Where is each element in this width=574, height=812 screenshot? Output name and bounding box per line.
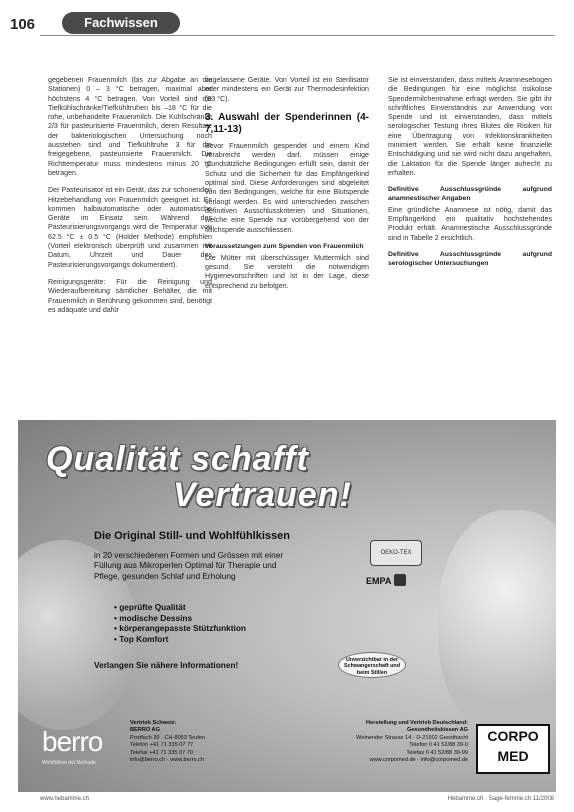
paragraph: Der Pasteurisator ist ein Gerät, das zur schonenden Hitzebehandlung von Frauenmilch geeignet ist. Es kommen halbautomatische oder automatische Geräte im Einsatz sein. Während des Pasteurisierungsvorgangs wird die Temperatur von 62.5 °C ± 0.5 °C (Holder Methode) empfohlen (Vorteil elektronisch überprüft und zusammen mit Datum, Uhrzeit und Dauer des Pasteurisierungsvorgangs dokumentiert). <box>48 186 212 269</box>
producer-fax: Telefax 0 41 52/88 39-99 <box>406 749 468 756</box>
ad-headline-2: Vertrauen! <box>173 476 352 514</box>
page-number: 106 <box>10 16 36 33</box>
corpomed-logo-line1: CORPO <box>487 728 539 744</box>
subheading: Definitive Ausschlussgründe aufgrund serologischer Untersuchungen <box>388 251 552 267</box>
producer-web: www.corpomed.de · info@corpomed.de <box>369 757 468 764</box>
ad-call-to-action: Verlangen Sie nähere Informationen! <box>94 660 239 670</box>
ad-headline-1: Qualität schafft <box>46 440 309 478</box>
subheading: Definitive Ausschlussgründe aufgrund anamnestischer Angaben <box>388 186 552 203</box>
text-column-2 <box>205 76 369 299</box>
producer-address: Weinender Strasse 14 · D-21502 Geesthacht <box>356 734 468 741</box>
distributor-fax: Telefax +41 71 335 07 70 <box>130 749 193 756</box>
producer-contact <box>268 720 468 764</box>
header-rule <box>40 35 555 36</box>
feature-item: • Top Komfort <box>114 634 246 645</box>
certification-logo: OEKO-TEX <box>370 540 422 566</box>
distributor-phone: Telefon +41 71 335 07 77 <box>130 742 194 749</box>
paragraph: gegebenen Frauenmilch (bis zur Abgabe an die Stationen) 0 – 3 °C betragen, maximal aber höchstens 4 °C betragen. Von Vorteil sind die Tiefkühlschränke/Tiefkühltruhen bis –18 °C für die rohe, unbehandelte Frauenmilch. Die Kühlschränke 2/3 für pasteurisierte Frauenmilch, deren Resultate der bakteriologischen Untersuchung noch ausstehen sind und Tiefkühltruhe 3 für die freigegebene, pasteurisierte Frauenmilch. Die Richttemperatur muss mindestens minus 20 °C betragen. <box>48 76 212 177</box>
baby-photo-right <box>438 510 556 740</box>
paragraph: Reinigungsgeräte: Für die Reinigung und Wiederaufbereitung sämtlicher Behälter, die mit Frauenmilch in Berührung gekommen sind, benötigt es adäquate und dafür <box>48 277 212 314</box>
distributor-contact <box>130 720 250 764</box>
empa-icon <box>394 574 406 586</box>
advertisement <box>18 420 556 792</box>
corpomed-logo <box>476 724 550 774</box>
text-column-3 <box>388 76 552 271</box>
feature-item: • körperangepasste Stützfunktion <box>114 623 246 634</box>
feature-item: • modische Dessins <box>114 613 246 624</box>
distributor-title: Vertrieb Schweiz: <box>130 720 177 726</box>
feature-item: • geprüfte Qualität <box>114 602 246 613</box>
producer-company: Gesundheitskissen AG <box>406 727 468 734</box>
paragraph: Bevor Frauenmilch gespendet und einem Kind verabreicht werden darf, müssen einige grundsätzliche Bedingungen erfüllt sein, damit der Schutz und die Sicherheit für das Empfängerkind optimal sind. Diese Anforderungen sind abgeleitet von den Bedingungen, welche für eine Blutspende verlangt werden. Es wird unterschieden zwischen definitiven Ausschlusskriterien und Situationen, welche eine Spende nur vorübergehend von der Milchspende ausschliessen. <box>205 141 369 234</box>
producer-title: Herstellung und Vertrieb Deutschland: <box>366 720 468 726</box>
producer-phone: Telefon 0 41 52/88 39-0 <box>409 742 468 749</box>
distributor-company: BERRO AG <box>130 727 160 734</box>
paragraph: Eine gründliche Anamnese ist nötig, damit das Empfängerkind ein qualitativ hochstehendes Produkt erhält. Anamnestische Ausschlussgründe sind in Tabelle 2 ersichtlich. <box>388 205 552 242</box>
footer-left: www.hebamme.ch <box>40 796 90 802</box>
paragraph: Die Mütter mit überschüssiger Muttermilch sind gesund. Sie versteht die notwendigen Hygienevorschriften und ist in der Lage, diese entsprechend zu befolgen. <box>205 253 369 290</box>
ad-subheadline: Die Original Still- und Wohlfühlkissen <box>94 530 290 542</box>
subheading: Voraussetzungen zum Spenden von Frauenmilch <box>205 242 364 250</box>
section-tab: Fachwissen <box>62 12 180 34</box>
paragraph: zugelassene Geräte. Von Vorteil ist ein Sterilisator oder mindestens ein Gerät zur Thermodesinfektion (93 °C). <box>205 76 369 103</box>
feature-list <box>114 602 246 644</box>
berro-logo: berro <box>42 726 103 757</box>
speech-bubble: Unverzichtbar in der Schwangerschaft und beim Stillen <box>338 652 406 678</box>
section-heading: 3. Auswahl der Spenderinnen (4-7,11-13) <box>205 111 369 135</box>
berro-tagline: Wohlfühlen mit Methode <box>42 760 96 766</box>
corpomed-logo-line2: MED <box>497 748 529 764</box>
ad-description: in 20 verschiedenen Formen und Grössen mit einer Füllung aus Mikroperlen Optimal für Therapie und Pflege, gesunden Schlaf und Erholung <box>94 550 284 581</box>
distributor-web: info@berro.ch · www.berro.ch <box>130 757 205 764</box>
empa-logo: EMPA <box>366 576 392 586</box>
footer-right: Hebamme.ch · Sage-femme.ch 11/2008 <box>447 796 554 802</box>
text-column-1 <box>48 76 212 323</box>
distributor-address: Postfach 30 · CH-8053 Teufen <box>130 734 206 741</box>
paragraph: Sie ist einverstanden, dass mittels Anamnesebogen die Bedingungen für eine möglichst risikolose Spendermilchentnahme erfragt werden. Sie gibt ihr schriftliches Einverständnis zur Anwendung von Spende und ist einverstanden, dass mittels serologischer Testung ihres Blutes die Risiken für eine Übertragung von Infektionskrankheiten minimiert werden. Sie erhält keine finanzielle Entschädigung und sie wird nicht dazu angehalten, die Laktation für die Spende länger aufrecht zu erhalten. <box>388 76 552 177</box>
